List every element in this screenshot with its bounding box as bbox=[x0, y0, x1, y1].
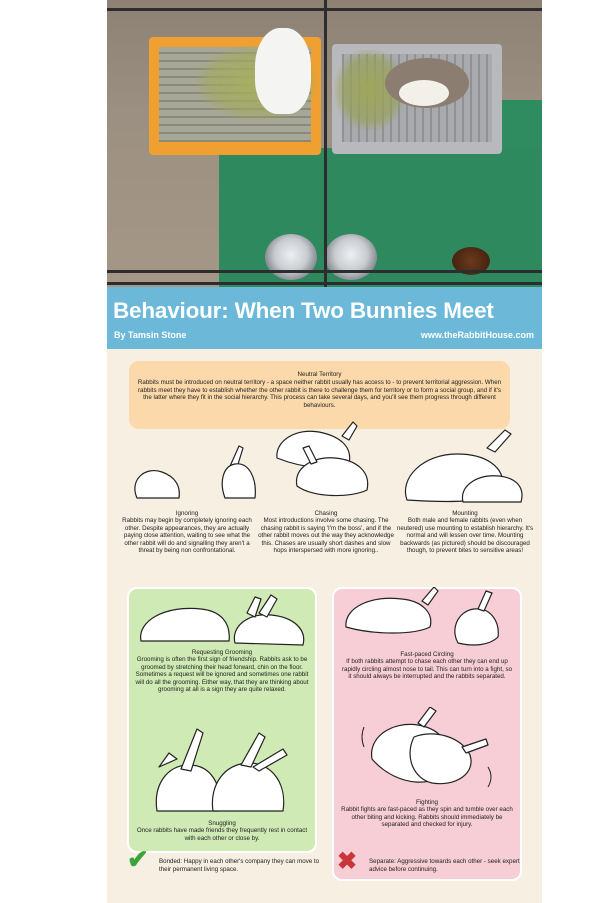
website-link[interactable]: www.theRabbitHouse.com bbox=[420, 330, 534, 340]
negative-behaviours-box bbox=[332, 587, 522, 881]
fighting-text: Rabbit fights are fast-paced as they spin and tumble over each other biting and kicking. Rabbits should immediately be separated and checked for injury. bbox=[341, 806, 513, 829]
ignoring-text: Rabbits may begin by completely ignoring each other. Despite appearances, they are actually paying close attention, waiting to see what the other rabbit will do and signalling they aren't a threat by being non confrontational. bbox=[122, 517, 252, 555]
rabbits-photo bbox=[107, 0, 542, 287]
cross-mark-icon: ✖ bbox=[337, 848, 358, 875]
snuggling-text: Once rabbits have made friends they frequently rest in contact with each other or close by. bbox=[136, 827, 308, 842]
chasing-text: Most introductions involve some chasing. The chasing rabbit is saying 'I'm the boss', and if the other rabbit moves out the way they acknowledge this. Chases are usually short dashes and slow hops interspersed with more ignoring.. bbox=[258, 517, 394, 555]
chasing-title: Chasing bbox=[314, 510, 338, 517]
grey-rabbit-belly bbox=[399, 80, 449, 106]
ignoring-rabbits-drawing bbox=[135, 446, 255, 498]
bonded-text: Happy in each other's company they can move to their permanent living space. bbox=[159, 858, 320, 873]
mounting-rabbits-drawing bbox=[405, 430, 522, 502]
ignoring-title: Ignoring bbox=[175, 510, 199, 517]
grooming-text: Grooming is often the first sign of friendship. Rabbits ask to be groomed by stretching their head forward, chin on the floor. Sometimes a request will be ignored and sometimes one rabbit will do all the grooming. Either way, that they are thinking about grooming at all is a sign they are quite relaxed. bbox=[135, 656, 309, 694]
chasing-caption bbox=[257, 510, 395, 554]
separate-text: Aggressive towards each other - seek expert advice before continuing. bbox=[369, 858, 520, 873]
chasing-rabbits-drawing bbox=[277, 422, 368, 496]
grooming-title: Requesting Grooming bbox=[191, 649, 253, 656]
circling-text: If both rabbits attempt to chase each other they can end up rapidly circling almost nose to tail. This can turn into a fight, so it should always be interrupted and the rabbits separated. bbox=[341, 658, 513, 681]
neutral-title: Neutral Territory bbox=[297, 371, 342, 378]
snuggling-rabbits-drawing bbox=[153, 723, 293, 815]
snuggling-caption bbox=[135, 820, 309, 842]
white-rabbit bbox=[255, 28, 311, 114]
bonded-label: Bonded: bbox=[159, 858, 183, 865]
infographic bbox=[107, 0, 542, 903]
check-mark-icon: ✔ bbox=[127, 844, 149, 874]
fighting-title: Fighting bbox=[415, 799, 438, 806]
water-bowl-left bbox=[265, 234, 317, 280]
circling-title: Fast-paced Circling bbox=[400, 651, 454, 658]
behaviour-illustrations-row1 bbox=[107, 418, 542, 510]
pen-wire-divider bbox=[324, 0, 327, 287]
positive-behaviours-box bbox=[127, 587, 317, 853]
pen-wire-bottom bbox=[107, 270, 542, 273]
mounting-caption bbox=[395, 510, 535, 554]
neutral-text: Rabbits must be introduced on neutral territory - a space neither rabbit usually has access to - to prevent territorial aggression. When rabbits meet they have to establish whether the other rabbit is there to challenge them for territory or to form a social group, and if it's the latter where they fit in the social hierarchy. This process can take several days, and you'll see them progress through different behaviours. bbox=[137, 379, 502, 409]
grooming-caption bbox=[135, 649, 309, 693]
pen-wire-base bbox=[107, 282, 542, 285]
snuggling-title: Snuggling bbox=[208, 820, 236, 827]
title-banner bbox=[107, 287, 542, 349]
circling-caption bbox=[340, 651, 514, 681]
separate-label: Separate: bbox=[369, 858, 396, 865]
page-title: Behaviour: When Two Bunnies Meet bbox=[113, 298, 494, 323]
fighting-caption bbox=[340, 799, 514, 829]
ignoring-caption bbox=[119, 510, 255, 554]
bonded-note bbox=[159, 858, 325, 873]
author-credit: By Tamsin Stone bbox=[114, 330, 187, 340]
separate-note bbox=[369, 858, 535, 873]
circling-rabbits-drawing bbox=[338, 587, 518, 651]
mounting-title: Mounting bbox=[452, 510, 478, 517]
mounting-text: Both male and female rabbits (even when neutered) use mounting to establish hierarchy. It's normal and will lessen over time. Mounting backwards (as pictured) should be discouraged though, to prevent bites to sensitive areas! bbox=[396, 517, 534, 555]
fighting-rabbits-drawing bbox=[358, 707, 498, 795]
grooming-rabbits-drawing bbox=[135, 591, 311, 649]
water-bowl-right bbox=[325, 234, 377, 280]
